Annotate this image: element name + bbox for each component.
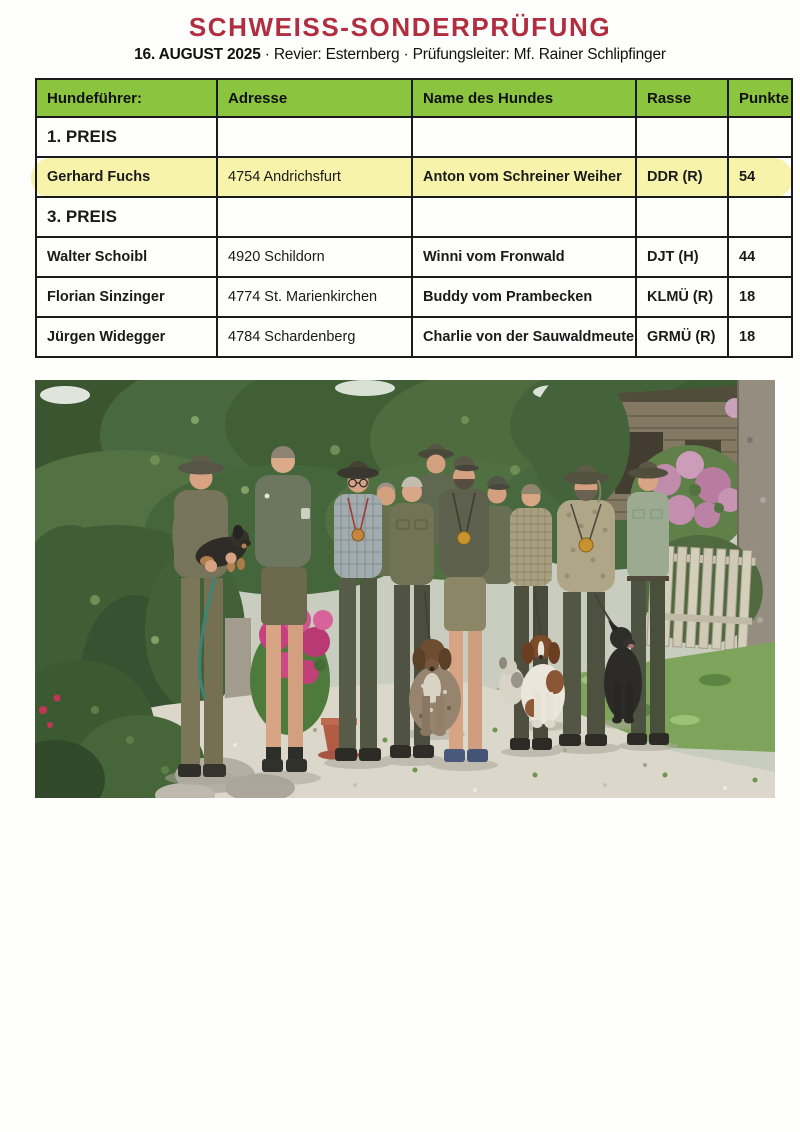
results-table-wrap [35, 78, 791, 358]
cell-address: 4754 Andrichsfurt [217, 157, 412, 197]
cell-handler: Jürgen Widegger [36, 317, 217, 357]
section-row [36, 117, 792, 157]
page-subtitle [0, 46, 800, 64]
cell-handler: Walter Schoibl [36, 237, 217, 277]
cell-breed: KLMÜ (R) [636, 277, 728, 317]
empty-cell [728, 117, 792, 157]
table-row [36, 317, 792, 357]
empty-cell [412, 117, 636, 157]
cell-dog: Buddy vom Prambecken [412, 277, 636, 317]
table-row [36, 237, 792, 277]
page-title: SCHWEISS-SONDERPRÜFUNG [188, 12, 612, 42]
cell-points: 44 [728, 237, 792, 277]
section-row [36, 197, 792, 237]
table-header-row [36, 79, 792, 117]
cell-dog: Anton vom Schreiner Weiher [412, 157, 636, 197]
cell-handler: Gerhard Fuchs [36, 157, 217, 197]
cell-breed: DDR (R) [636, 157, 728, 197]
dog-spaniel [521, 635, 565, 728]
cell-breed: GRMÜ (R) [636, 317, 728, 357]
table-row-highlighted [36, 157, 792, 197]
prize-section-label: 3. PREIS [36, 197, 217, 237]
empty-cell [636, 117, 728, 157]
column-header-5: Punkte [728, 79, 792, 117]
results-table [35, 78, 793, 358]
empty-cell [636, 197, 728, 237]
empty-cell [217, 117, 412, 157]
table-row [36, 277, 792, 317]
column-header-2: Adresse [217, 79, 412, 117]
cell-handler: Florian Sinzinger [36, 277, 217, 317]
empty-cell [217, 197, 412, 237]
empty-cell [728, 197, 792, 237]
prize-section-label: 1. PREIS [36, 117, 217, 157]
column-header-1: Hundeführer: [36, 79, 217, 117]
column-header-3: Name des Hundes [412, 79, 636, 117]
cell-address: 4920 Schildorn [217, 237, 412, 277]
group-photo [35, 380, 775, 798]
cell-points: 18 [728, 277, 792, 317]
subtitle-details: · Revier: Esternberg · Prüfungsleiter: Mf. Rainer Schlipfinger [260, 46, 666, 63]
empty-cell [412, 197, 636, 237]
cell-dog: Charlie von der Sauwaldmeute [412, 317, 636, 357]
cell-address: 4774 St. Marienkirchen [217, 277, 412, 317]
cell-breed: DJT (H) [636, 237, 728, 277]
column-header-4: Rasse [636, 79, 728, 117]
subtitle-date: 16. AUGUST 2025 [134, 46, 261, 63]
cell-address: 4784 Schardenberg [217, 317, 412, 357]
cell-dog: Winni vom Fronwald [412, 237, 636, 277]
cell-points: 54 [728, 157, 792, 197]
cell-points: 18 [728, 317, 792, 357]
